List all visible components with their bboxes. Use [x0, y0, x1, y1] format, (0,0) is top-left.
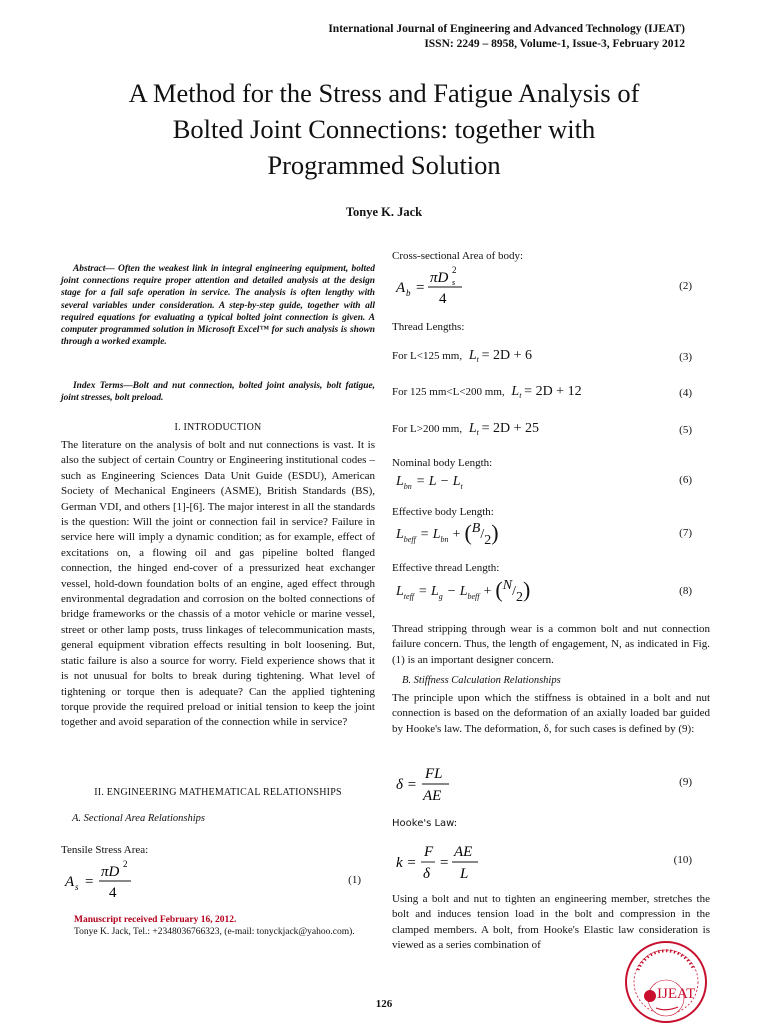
svg-text:δ =: δ = — [396, 777, 417, 793]
subsection-stiffness: B. Stiffness Calculation Relationships — [402, 675, 561, 686]
section-heading-introduction: I. INTRODUCTION — [174, 422, 262, 433]
eq8-number: (8) — [679, 585, 692, 597]
ijeat-seal-icon — [620, 936, 712, 1024]
manuscript-received: Manuscript received February 16, 2012. — [74, 915, 237, 925]
svg-text:=: = — [440, 855, 449, 871]
eq1-numerator: πD — [101, 864, 120, 880]
eq1-sub: s — [75, 882, 79, 892]
svg-text:2: 2 — [452, 265, 457, 275]
page-number: 126 — [375, 998, 393, 1010]
hookes-law-label: Hooke's Law: — [392, 818, 458, 829]
eq3-number: (3) — [679, 351, 692, 363]
eq5-number: (5) — [679, 424, 692, 436]
equation-8: $L_{teff} = L_g - L_{beff} + (N/2)$ — [396, 577, 531, 605]
svg-text:F: F — [424, 844, 434, 860]
effective-body-label: Effective body Length: — [392, 506, 494, 518]
eq7-expression: = L — [419, 527, 441, 542]
paper-title — [60, 75, 708, 183]
journal-name: International Journal of Engineering and Advanced Technology (IJEAT) — [328, 23, 685, 35]
eq7-number: (7) — [679, 527, 692, 539]
equation-3: For L<125 mm, $L_t = 2D + 6$ — [392, 348, 533, 365]
svg-text:k =: k = — [396, 855, 417, 871]
introduction-text: The literature on the analysis of bolt and nut connections is vast. It is also the subject of certain Country or Engineering institutional codes – such as Engineering Sciences Data Unit Guide (ESDU), American Society of Mechanical Engineers (ASME), British Standards (BS), German VDI, and others [1]-[6]. The major interest in all the standards is the question: Will the joint or connection fail in service? Failure in service here will imply a dynamic condition; as for example, effect of excitations on, a flowing oil and gas pipeline bolted flanged connection, the hinged end-cover of a pressurized heat exchanger vessel, hold-down foundation bolts of an engine, aged effect through environmental degradation and corrosion on the bolted connections of bridge frameworks or the chassis of a motor vehicle or marine vessel, street or other lamp posts, truss linkages of telecommunication masts, general equipment vibration effects resulting in bolt loosening. But, static failure is also a source for worry. Field experience shows that it is not unusual for bolts to break during tightening. What level of tightening or torque then is adequate? Can the applied tightening torque provide the required preload or initial tension to keep the joint together and avoid separation of the connection while in service? — [61, 439, 375, 729]
svg-text:=: = — [85, 874, 94, 890]
equation-9: δ = FL AE (9) — [392, 762, 710, 806]
svg-text:AE: AE — [454, 844, 473, 860]
subsection-sectional-area: A. Sectional Area Relationships — [72, 813, 205, 824]
svg-text:=: = — [416, 280, 425, 296]
bolt-tightening-text: Using a bolt and nut to tighten an engineering member, stretches the bolt and induces tension load in the bolt and compression in the clamped members. A bolt, from Hooke's Elastic law consideration is viewed as a series combination of — [392, 893, 710, 952]
abstract: Abstract— Often the weakest link in integral engineering equipment, bolted joint connections require proper attention and detailed analysis at the design stage for a fail safe operation in service. The analysis is often lengthy with several variables under consideration. A step-by-step guide, together with all required equations for evaluating a typical bolted joint connection is given. A computer programmed solution in Microsoft Excel™ for such analysis is shown through a worked example. — [61, 264, 375, 348]
eq1-denominator: 4 — [109, 885, 117, 901]
eq4-expression: = 2D + 12 — [524, 384, 582, 399]
journal-issn: ISSN: 2249 – 8958, Volume-1, Issue-3, February 2012 — [424, 38, 685, 50]
svg-text:A: A — [396, 280, 406, 296]
svg-text:AE: AE — [423, 788, 442, 804]
eq8-expression: = L — [418, 584, 439, 599]
effective-thread-label: Effective thread Length: — [392, 562, 500, 574]
svg-text:s: s — [452, 278, 456, 287]
stiffness-text: The principle upon which the stiffness is obtained in a bolt and nut connection is based on the deformation of an axially loaded bar guided by Hooke's law. The deformation, δ, for such cases is defined by (9): — [392, 692, 710, 735]
svg-text:FL: FL — [425, 766, 443, 782]
equation-5: For L>200 mm, $L_t = 2D + 25$ — [392, 421, 540, 438]
eq6-expression: = L − L — [415, 474, 461, 489]
eq1-lhs: A — [65, 874, 75, 890]
equation-1 — [61, 858, 375, 902]
eq1-number: (1) — [348, 874, 361, 886]
equation-7: $L_{beff} = L_{bn} + (B/2)$ — [396, 520, 499, 548]
title-line: Programmed Solution — [267, 150, 501, 180]
equation-4: For 125 mm<L<200 mm, $L_t = 2D + 12$ — [392, 384, 582, 401]
eq4-number: (4) — [679, 387, 692, 399]
eq1-sup: 2 — [123, 859, 128, 869]
eq4-condition: For 125 mm<L<200 mm, — [392, 386, 505, 398]
equation-10: k = F δ = AE L (10) — [392, 840, 710, 884]
title-line: A Method for the Stress and Fatigue Analysis of — [128, 78, 640, 108]
thread-lengths-label: Thread Lengths: — [392, 321, 465, 333]
equation-2-math — [392, 264, 592, 308]
eq3-condition: For L<125 mm, — [392, 350, 463, 362]
index-terms: Index Terms—Bolt and nut connection, bolted joint analysis, bolt fatigue, joint stresses, bolt preload. — [61, 381, 375, 404]
author-name: Tonye K. Jack — [345, 205, 423, 219]
eq3-expression: = 2D + 6 — [481, 348, 533, 363]
equation-6: $L_{bn} = L - L_t$ — [396, 474, 463, 492]
ijeat-logo — [620, 936, 712, 1024]
thread-stripping-text: Thread stripping through wear is a common bolt and nut connection failure concern. Thus, the length of engagement, N, as indicated in Fig. (1) is an important designer concern. — [392, 623, 710, 666]
eq5-expression: = 2D + 25 — [481, 421, 540, 436]
logo-text: IJEAT — [657, 986, 696, 1002]
svg-text:4: 4 — [439, 291, 447, 307]
svg-text:δ: δ — [423, 866, 430, 882]
equation-2: A b = πD 2 s 4 (2) — [392, 264, 710, 308]
author-contact: Tonye K. Jack, Tel.: +2348036766323, (e-mail: tonyckjack@yahoo.com). — [74, 926, 355, 937]
equation-9-math — [392, 762, 512, 806]
equation-1-math — [61, 858, 261, 902]
section-heading-math: II. ENGINEERING MATHEMATICAL RELATIONSHIPS — [94, 787, 342, 798]
svg-text:L: L — [460, 866, 469, 882]
nominal-length-label: Nominal body Length: — [392, 457, 493, 469]
svg-text:πD: πD — [430, 270, 449, 286]
journal-header — [328, 22, 685, 52]
title-line: Bolted Joint Connections: together with — [172, 114, 596, 144]
svg-text:b: b — [406, 288, 411, 298]
cross-section-label: Cross-sectional Area of body: — [392, 250, 524, 262]
manuscript-note — [74, 915, 374, 938]
eq5-condition: For L>200 mm, — [392, 423, 463, 435]
eq6-number: (6) — [679, 474, 692, 486]
equation-10-math — [392, 840, 532, 884]
tensile-area-label: Tensile Stress Area: — [61, 844, 149, 856]
